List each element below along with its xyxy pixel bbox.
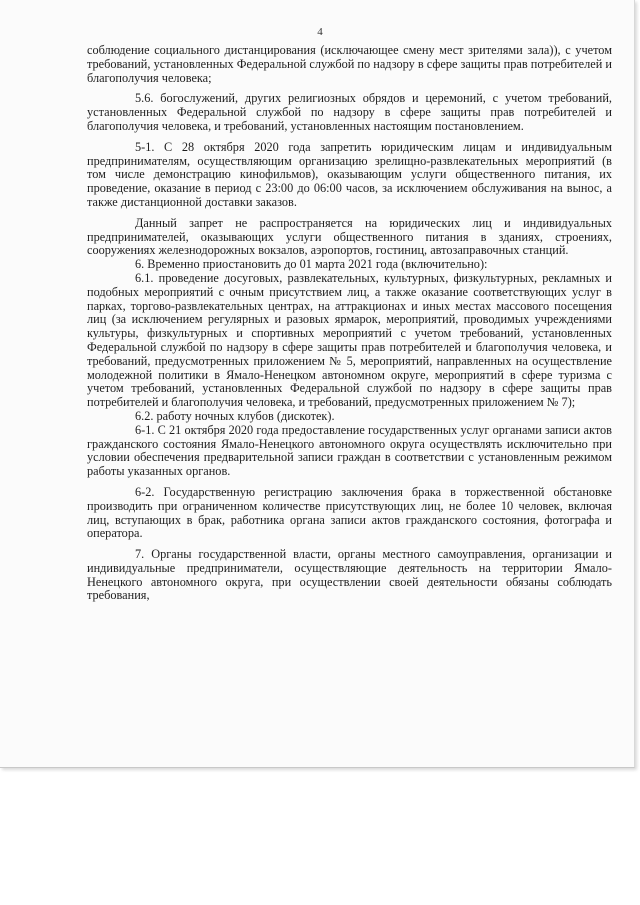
page-number: 4 — [317, 26, 323, 38]
paragraph-7: 7. Органы государственной власти, органы местного самоуправления, организации и индивидуальные предприниматели, осуществляющие деятельность на территории Ямало-Ненецкого автономного округа, при осуществлении своей деятельности обязаны соблюдать требования, — [87, 547, 612, 603]
paragraph-6-2: 6.2. работу ночных клубов (дискотек). — [135, 408, 335, 423]
paragraph-continuation: соблюдение социального дистанцирования (исключающее смену мест зрителями зала)), с учетом требований, установленных Федеральной службой по надзору в сфере защиты прав потребителей и благополучия человека; — [87, 43, 612, 85]
paragraph-6: 6. Временно приостановить до 01 марта 2021 года (включительно): — [135, 257, 488, 272]
paragraph-6-2-marriage: 6-2. Государственную регистрацию заключения брака в торжественной обстановке производить при ограниченном количестве присутствующих лиц, не более 10 человек, включая лиц, вступающих в брак, работника органа записи актов гражданского состояния, фотографа и оператора. — [87, 484, 612, 541]
paragraph-5-1: 5-1. С 28 октября 2020 года запретить юридическим лицам и индивидуальным предпринимателям, осуществляющим организацию зрелищно-развлекательных мероприятий (в том числе демонстрацию кинофильмов), оказывающим услуги общественного питания, их проведение, оказание в период с 23:00 до 06:00 часов, за исключением обслуживания на вынос, а также дистанционной доставки заказов. — [87, 139, 612, 209]
paragraph-6-1-registry: 6-1. С 21 октября 2020 года предоставление государственных услуг органами записи актов гражданского состояния Ямало-Ненецкого автономного округа осуществлять исключительно при условии обеспечения предварительной записи граждан в соответствии с установленным режимом работы указанных органов. — [87, 422, 612, 479]
paragraph-6-1: 6.1. проведение досуговых, развлекательных, культурных, физкультурных, рекламных и подобных мероприятий с очным присутствием лиц, а также оказание соответствующих услуг в парках, торгово-развлекательных центрах, на аттракционах и иных местах массового посещения лиц (за исключением регулярных и разовых ярмарок, мероприятий, проводимых учреждениями культуры, физкультурных и спортивных мероприятий с учетом требований, установленных Федеральной службой по надзору в сфере защиты прав потребителей и благополучия человека, и требований, предусмотренных приложением № 5, мероприятий, направленных на осуществление молодежной политики в Ямало-Ненецком автономном округе, мероприятий в сфере туризма с учетом требований, установленных Федеральной службой по надзору в сфере защиты прав потребителей и благополучия человека, и требований, предусмотренных приложением № 7); — [87, 270, 612, 410]
paragraph-exception: Данный запрет не распространяется на юридических лиц и индивидуальных предпринимателей, оказывающих услуги общественного питания в зданиях, строениях, сооружениях железнодорожных вокзалов, аэропортов, гостиниц, автозаправочных станций. — [87, 215, 612, 258]
paragraph-5-6: 5.6. богослужений, других религиозных обрядов и церемоний, с учетом требований, установленных Федеральной службой по надзору в сфере защиты прав потребителей и благополучия человека, и требований, установленных настоящим постановлением. — [87, 91, 612, 133]
document-body — [87, 44, 612, 603]
